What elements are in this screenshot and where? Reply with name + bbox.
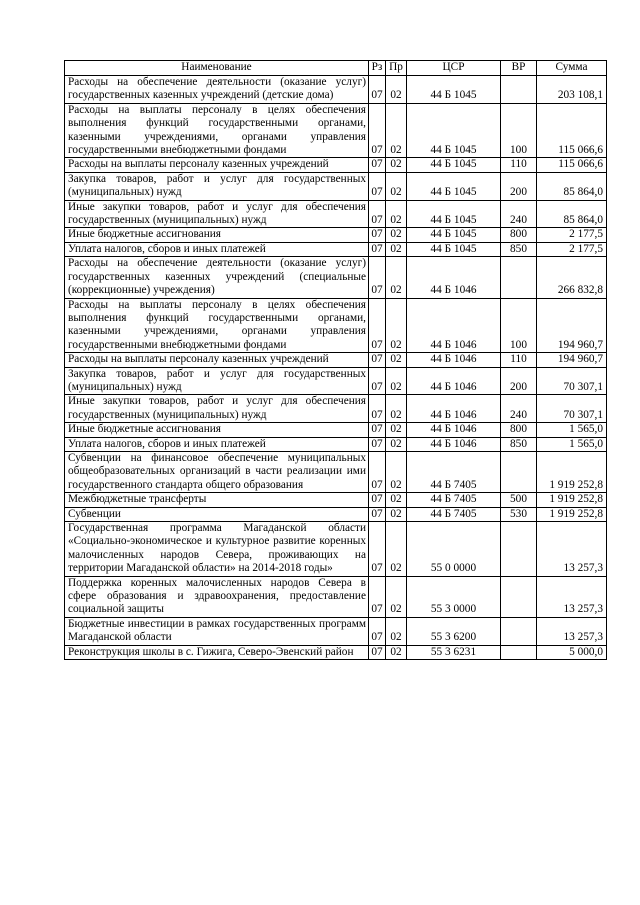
row-csr: 44 Б 1045 — [407, 200, 501, 228]
row-vr — [501, 257, 537, 298]
row-rz: 07 — [369, 228, 386, 242]
row-pr: 02 — [386, 451, 407, 492]
row-rz: 07 — [369, 522, 386, 577]
row-vr: 200 — [501, 367, 537, 395]
row-vr — [501, 76, 537, 104]
row-name: Уплата налогов, сборов и иных платежей — [65, 437, 369, 451]
row-vr: 530 — [501, 507, 537, 521]
row-vr: 100 — [501, 298, 537, 353]
row-name: Расходы на выплаты персоналу в целях обеспечения выполнения функций государственными органами, казенными учреждениями, органами управления государственными внебюджетными фондами — [65, 298, 369, 353]
row-vr — [501, 451, 537, 492]
row-vr: 850 — [501, 437, 537, 451]
row-vr: 110 — [501, 353, 537, 367]
row-sum: 115 066,6 — [537, 103, 607, 158]
row-name: Расходы на обеспечение деятельности (оказание услуг) государственных казенных учреждений (детские дома) — [65, 76, 369, 104]
row-sum: 70 307,1 — [537, 367, 607, 395]
row-vr: 240 — [501, 200, 537, 228]
row-csr: 44 Б 1046 — [407, 395, 501, 423]
row-rz: 07 — [369, 576, 386, 617]
row-pr: 02 — [386, 522, 407, 577]
row-csr: 44 Б 1046 — [407, 257, 501, 298]
row-csr: 44 Б 1046 — [407, 298, 501, 353]
row-name: Расходы на выплаты персоналу в целях обеспечения выполнения функций государственными органами, казенными учреждениями, органами управления государственными внебюджетными фондами — [65, 103, 369, 158]
row-csr: 55 0 0000 — [407, 522, 501, 577]
row-sum: 194 960,7 — [537, 298, 607, 353]
row-rz: 07 — [369, 617, 386, 645]
row-vr: 240 — [501, 395, 537, 423]
row-name: Поддержка коренных малочисленных народов Севера в сфере образования и здравоохранения, предоставление социальной защиты — [65, 576, 369, 617]
row-name: Субвенции на финансовое обеспечение муниципальных общеобразовательных организаций в части реализации ими государственного стандарта общего образования — [65, 451, 369, 492]
table-row — [65, 228, 607, 242]
row-rz: 07 — [369, 353, 386, 367]
row-rz: 07 — [369, 437, 386, 451]
row-rz: 07 — [369, 103, 386, 158]
row-rz: 07 — [369, 172, 386, 200]
row-csr: 44 Б 1045 — [407, 76, 501, 104]
row-vr: 200 — [501, 172, 537, 200]
table-row — [65, 103, 607, 158]
row-name: Уплата налогов, сборов и иных платежей — [65, 242, 369, 256]
header-pr: Пр — [386, 61, 407, 76]
row-name: Расходы на выплаты персоналу казенных учреждений — [65, 158, 369, 172]
row-rz: 07 — [369, 200, 386, 228]
header-vr: ВР — [501, 61, 537, 76]
row-sum: 1 919 252,8 — [537, 493, 607, 507]
row-pr: 02 — [386, 423, 407, 437]
row-sum: 1 565,0 — [537, 437, 607, 451]
row-rz: 07 — [369, 395, 386, 423]
row-rz: 07 — [369, 645, 386, 659]
row-name: Реконструкция школы в с. Гижига, Северо-Эвенский район — [65, 645, 369, 659]
row-name: Расходы на обеспечение деятельности (оказание услуг) государственных казенных учреждений (специальные (коррекционные) учреждения) — [65, 257, 369, 298]
row-csr: 44 Б 1046 — [407, 437, 501, 451]
row-csr: 44 Б 7405 — [407, 507, 501, 521]
row-sum: 1 919 252,8 — [537, 507, 607, 521]
table-row — [65, 507, 607, 521]
row-sum: 85 864,0 — [537, 172, 607, 200]
row-pr: 02 — [386, 367, 407, 395]
row-name: Расходы на выплаты персоналу казенных учреждений — [65, 353, 369, 367]
table-row — [65, 257, 607, 298]
row-name: Бюджетные инвестиции в рамках государственных программ Магаданской области — [65, 617, 369, 645]
table-row — [65, 451, 607, 492]
row-sum: 13 257,3 — [537, 576, 607, 617]
row-name: Межбюджетные трансферты — [65, 493, 369, 507]
row-pr: 02 — [386, 507, 407, 521]
row-name: Государственная программа Магаданской области «Социально-экономическое и культурное развитие коренных малочисленных народов Севера, проживающих на территории Магаданской области» на 2014-2018 годы» — [65, 522, 369, 577]
table-row — [65, 493, 607, 507]
row-vr: 800 — [501, 423, 537, 437]
row-name: Закупка товаров, работ и услуг для государственных (муниципальных) нужд — [65, 172, 369, 200]
row-vr: 110 — [501, 158, 537, 172]
row-pr: 02 — [386, 257, 407, 298]
row-pr: 02 — [386, 228, 407, 242]
row-name: Иные бюджетные ассигнования — [65, 423, 369, 437]
row-pr: 02 — [386, 242, 407, 256]
row-name: Иные закупки товаров, работ и услуг для обеспечения государственных (муниципальных) нужд — [65, 200, 369, 228]
row-sum: 266 832,8 — [537, 257, 607, 298]
row-sum: 13 257,3 — [537, 617, 607, 645]
row-sum: 1 565,0 — [537, 423, 607, 437]
row-rz: 07 — [369, 367, 386, 395]
row-csr: 44 Б 1046 — [407, 367, 501, 395]
table-row — [65, 367, 607, 395]
row-sum: 194 960,7 — [537, 353, 607, 367]
header-rz: Рз — [369, 61, 386, 76]
row-csr: 44 Б 1045 — [407, 103, 501, 158]
row-pr: 02 — [386, 437, 407, 451]
header-csr: ЦСР — [407, 61, 501, 76]
row-vr — [501, 576, 537, 617]
row-vr: 800 — [501, 228, 537, 242]
row-rz: 07 — [369, 451, 386, 492]
row-pr: 02 — [386, 493, 407, 507]
row-csr: 44 Б 1046 — [407, 353, 501, 367]
row-sum: 203 108,1 — [537, 76, 607, 104]
row-pr: 02 — [386, 200, 407, 228]
table-row — [65, 353, 607, 367]
row-pr: 02 — [386, 76, 407, 104]
row-pr: 02 — [386, 103, 407, 158]
row-rz: 07 — [369, 507, 386, 521]
row-rz: 07 — [369, 242, 386, 256]
table-row — [65, 76, 607, 104]
row-vr: 500 — [501, 493, 537, 507]
row-vr — [501, 522, 537, 577]
row-pr: 02 — [386, 172, 407, 200]
row-rz: 07 — [369, 493, 386, 507]
table-row — [65, 395, 607, 423]
row-vr: 850 — [501, 242, 537, 256]
row-pr: 02 — [386, 298, 407, 353]
row-pr: 02 — [386, 353, 407, 367]
row-rz: 07 — [369, 298, 386, 353]
row-csr: 44 Б 1045 — [407, 172, 501, 200]
budget-table — [64, 60, 607, 660]
row-rz: 07 — [369, 257, 386, 298]
row-name: Субвенции — [65, 507, 369, 521]
row-pr: 02 — [386, 645, 407, 659]
row-csr: 44 Б 1045 — [407, 242, 501, 256]
row-pr: 02 — [386, 617, 407, 645]
row-csr: 55 3 6231 — [407, 645, 501, 659]
table-row — [65, 423, 607, 437]
table-row — [65, 200, 607, 228]
table-row — [65, 158, 607, 172]
row-sum: 1 919 252,8 — [537, 451, 607, 492]
row-name: Иные бюджетные ассигнования — [65, 228, 369, 242]
row-name: Иные закупки товаров, работ и услуг для обеспечения государственных (муниципальных) нужд — [65, 395, 369, 423]
table-row — [65, 242, 607, 256]
row-sum: 85 864,0 — [537, 200, 607, 228]
row-csr: 55 3 0000 — [407, 576, 501, 617]
row-pr: 02 — [386, 576, 407, 617]
row-csr: 44 Б 7405 — [407, 493, 501, 507]
row-vr: 100 — [501, 103, 537, 158]
row-name: Закупка товаров, работ и услуг для государственных (муниципальных) нужд — [65, 367, 369, 395]
row-rz: 07 — [369, 76, 386, 104]
row-pr: 02 — [386, 395, 407, 423]
row-sum: 70 307,1 — [537, 395, 607, 423]
budget-page — [64, 60, 606, 660]
row-csr: 44 Б 1046 — [407, 423, 501, 437]
table-header-row — [65, 61, 607, 76]
table-row — [65, 576, 607, 617]
header-sum: Сумма — [537, 61, 607, 76]
table-row — [65, 522, 607, 577]
row-csr: 44 Б 1045 — [407, 228, 501, 242]
table-row — [65, 645, 607, 659]
row-sum: 115 066,6 — [537, 158, 607, 172]
row-csr: 44 Б 7405 — [407, 451, 501, 492]
row-vr — [501, 617, 537, 645]
row-rz: 07 — [369, 423, 386, 437]
row-vr — [501, 645, 537, 659]
row-sum: 2 177,5 — [537, 228, 607, 242]
row-sum: 13 257,3 — [537, 522, 607, 577]
row-pr: 02 — [386, 158, 407, 172]
table-row — [65, 172, 607, 200]
header-name: Наименование — [65, 61, 369, 76]
table-row — [65, 617, 607, 645]
table-row — [65, 437, 607, 451]
table-row — [65, 298, 607, 353]
row-csr: 55 3 6200 — [407, 617, 501, 645]
row-sum: 5 000,0 — [537, 645, 607, 659]
row-rz: 07 — [369, 158, 386, 172]
row-sum: 2 177,5 — [537, 242, 607, 256]
row-csr: 44 Б 1045 — [407, 158, 501, 172]
